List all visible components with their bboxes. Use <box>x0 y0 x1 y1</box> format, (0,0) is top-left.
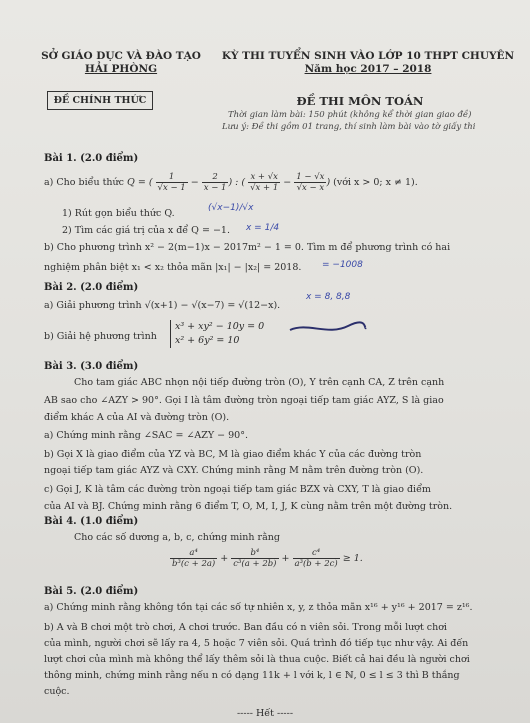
inequality: $\frac{\text{a⁴}}{\text{b³(c + 2a)}}$ + $\frac{\text{b⁴}}{\text{c³(a + 2b)}}$ + $\frac{\text{c⁴}}{\text{a³(b + 2c)}}$ ≥ 1. <box>172 548 363 569</box>
problem-5b-line3: lượt chơi của mình mà không thể lấy thêm sỏi là thua cuộc. Biết cả hai đều là người chơi <box>44 654 470 665</box>
school-year: Năm học 2017 – 2018 <box>304 63 432 75</box>
department-header <box>26 50 216 76</box>
time-note: Thời gian làm bài: 150 phút (không kể thời gian giao đề) <box>228 110 472 120</box>
problem-1a-part1: 1) Rút gọn biểu thức Q. <box>62 208 175 219</box>
problem-1a-part2: 2) Tìm các giá trị của x để Q = −1. <box>62 225 230 236</box>
problem-5b-line4: thông minh, chứng minh rằng nếu n có dạng 11k + l với k, l ∈ ℕ, 0 ≤ l ≤ 3 thì B thắng <box>44 670 460 681</box>
equation-2: x² + 6y² = 10 <box>175 335 240 346</box>
footer-end-mark: ----- Hết ----- <box>236 708 294 719</box>
handwritten-note-4: x = 8, 8,8 <box>306 292 351 302</box>
problem-3-text-3: điểm khác A của AI và đường tròn (O). <box>44 412 230 423</box>
handwritten-note-2: x = 1/4 <box>246 223 280 233</box>
problem-1b-line1: b) Cho phương trình x² − 2(m−1)x − 2017m² − 1 = 0. Tìm m để phương trình có hai <box>44 242 451 253</box>
problem-1a-condition: (với x > 0; x ≠ 1). <box>333 177 418 188</box>
problem-4-text: Cho các số dương a, b, c, chứng minh rằng <box>74 532 280 543</box>
problem-3c-line1: c) Gọi J, K là tâm các đường tròn ngoại tiếp tam giác BZX và CXY, T là giao điểm <box>44 484 431 495</box>
problem-2b-prefix: b) Giải hệ phương trình <box>44 331 157 342</box>
problem-5b-line2: của mình, người chơi sẽ lấy ra 4, 5 hoặc 7 viên sỏi. Quá trình đó tiếp tục như vậy. Ai đến <box>44 638 469 649</box>
equation-1: x³ + xy² − 10y = 0 <box>175 321 265 332</box>
problem-5b-line1: b) A và B chơi một trò chơi, A chơi trước. Ban đầu có n viên sỏi. Trong mỗi lượt chơi <box>44 622 447 633</box>
department-city: HẢI PHÒNG <box>84 63 158 75</box>
problem-3a: a) Chứng minh rằng ∠SAC = ∠AZY − 90°. <box>44 430 248 441</box>
equation-system <box>170 320 264 348</box>
problem-3-text-2: AB sao cho ∠AZY > 90°. Gọi I là tâm đường tròn ngoại tiếp tam giác AYZ, S là giao <box>44 395 444 406</box>
page-note: Lưu ý: Đề thi gồm 01 trang, thí sinh làm bài vào tờ giấy thi <box>222 122 476 132</box>
problem-2-title: Bài 2. (2.0 điểm) <box>44 282 139 293</box>
handwritten-note-3: = −1008 <box>322 260 363 270</box>
problem-1-title: Bài 1. (2.0 điểm) <box>44 153 139 164</box>
problem-3-text-1: Cho tam giác ABC nhọn nội tiếp đường tròn (O), Y trên cạnh CA, Z trên cạnh <box>74 377 445 388</box>
problem-5a: a) Chứng minh rằng không tồn tại các số tự nhiên x, y, z thỏa mãn x¹⁶ + y¹⁶ + 2017 = z¹⁶. <box>44 602 473 613</box>
department-name: SỞ GIÁO DỤC VÀ ĐÀO TẠO <box>41 50 201 62</box>
problem-4-title: Bài 4. (1.0 điểm) <box>44 516 139 527</box>
inequality-tail: ≥ 1. <box>342 553 363 564</box>
handwritten-note-1: (√x−1)/√x <box>208 203 254 213</box>
problem-2a: a) Giải phương trình √(x+1) − √(x−7) = √(12−x). <box>44 300 281 311</box>
problem-1a <box>44 172 418 193</box>
exam-title: KỲ THI TUYỂN SINH VÀO LỚP 10 THPT CHUYÊN <box>221 50 515 62</box>
ink-scribble-mark <box>288 318 368 340</box>
problem-1b-line2: nghiệm phân biệt x₁ < x₂ thỏa mãn |x₁| − |x₂| = 2018. <box>44 262 302 273</box>
problem-5-title: Bài 5. (2.0 điểm) <box>44 586 139 597</box>
official-label: ĐỀ CHÍNH THỨC <box>47 91 153 110</box>
problem-3-title: Bài 3. (3.0 điểm) <box>44 361 139 372</box>
problem-5b-line5: cuộc. <box>44 686 70 697</box>
problem-3b-line1: b) Gọi X là giao điểm của YZ và BC, M là giao điểm khác Y của các đường tròn <box>44 449 422 460</box>
subject-title: ĐỀ THI MÔN TOÁN <box>296 94 424 108</box>
problem-1a-prefix: a) Cho biểu thức <box>44 177 124 188</box>
exam-header <box>218 50 518 76</box>
problem-3c-line2: của AI và BJ. Chứng minh rằng 6 điểm T, O, M, I, J, K cùng nằm trên một đường tròn. <box>44 501 453 512</box>
expression-q: Q = ( $\frac{1}{√x - 1}$ − $\frac{2}{x - 1}$ ) : ( $\frac{x + √x}{√x + 1}$ − $\frac{1 - √x}{√x - x}$ ) <box>127 172 334 193</box>
problem-3b-line2: ngoại tiếp tam giác AYZ và CXY. Chứng minh rằng M nằm trên đường tròn (O). <box>44 465 424 476</box>
